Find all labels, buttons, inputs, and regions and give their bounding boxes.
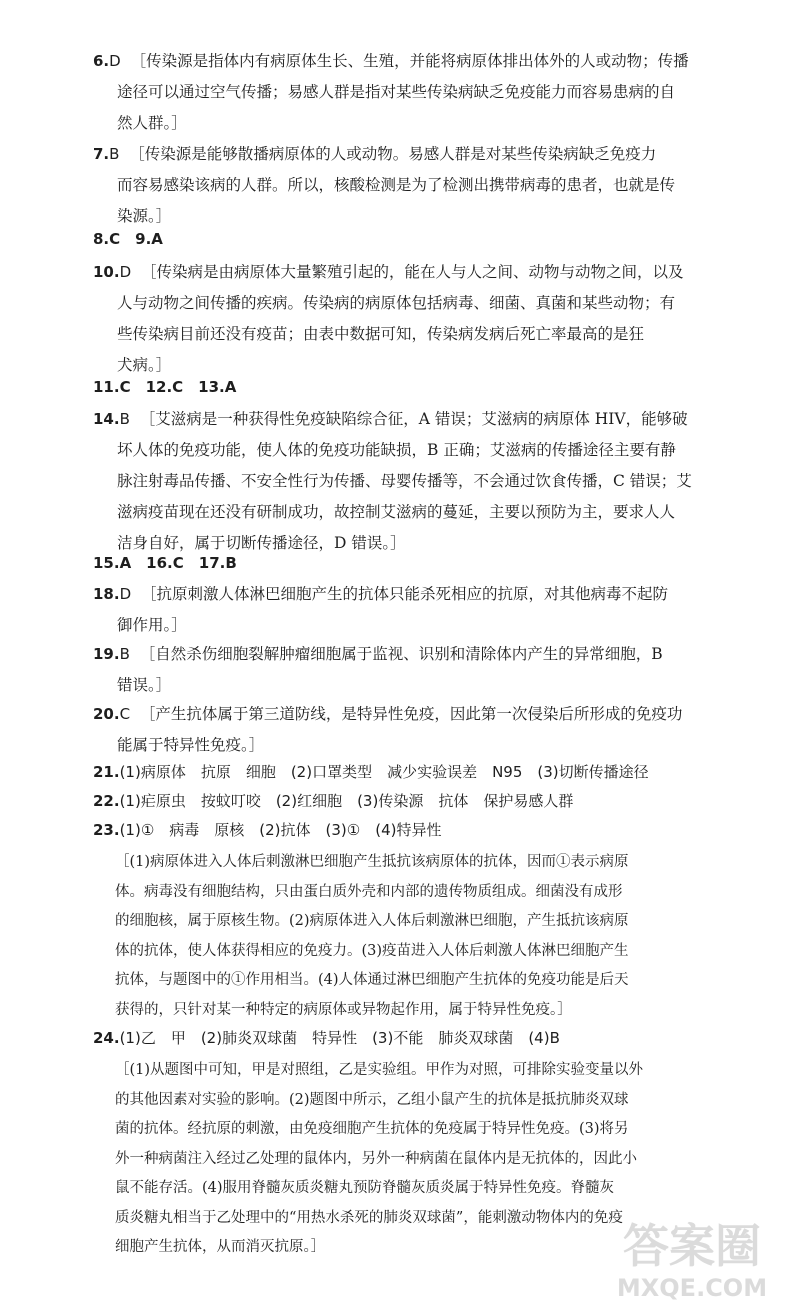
answer-entry-14	[93, 404, 757, 559]
explanation-line: 的其他因素对实验的影响。(2)题图中所示，乙组小鼠产生的抗体是抵抗肺炎双球	[115, 1091, 629, 1108]
explanation-line: 能属于特异性免疫。］	[117, 736, 265, 754]
fill-answer: (1)① 病毒 原核 (2)抗体 (3)① (4)特异性	[119, 821, 442, 839]
answer-line: 11.C 12.C 13.A	[93, 378, 237, 396]
explanation-line: 途径可以通过空气传播；易感人群是指对某些传染病缺乏免疫能力而容易患病的自	[117, 83, 676, 101]
answer-line	[93, 579, 757, 610]
explanation-line: 细胞产生抗体，从而消灭抗原。］	[115, 1239, 326, 1255]
answer-entry-20	[93, 699, 757, 761]
answer-line	[93, 815, 757, 846]
explanation-line: 然人群。］	[117, 114, 187, 132]
explanation-text: ［传染源是能够散播病原体的人或动物。易感人群是对某些传染病缺乏免疫力	[129, 145, 657, 163]
answer-line	[93, 46, 757, 77]
answer-line	[93, 404, 757, 435]
explanation-line: 坏人体的免疫功能，使人体的免疫功能缺损，B 正确；艾滋病的传播途径主要有静	[117, 441, 676, 459]
explanation-line: 体。病毒没有细胞结构，只由蛋白质外壳和内部的遗传物质组成。细菌没有成形	[115, 883, 623, 900]
watermark-logo	[592, 1204, 792, 1304]
question-number: 18.	[93, 585, 120, 603]
explanation-line: 御作用。］	[117, 616, 187, 634]
answer-entry-18	[93, 579, 757, 641]
answer-entry-23	[93, 815, 757, 1025]
explanation-text: ［艾滋病是一种获得性免疫缺陷综合征，A 错误；艾滋病的病原体 HIV，能够破	[139, 410, 688, 428]
explanation-text: ［自然杀伤细胞裂解肿瘤细胞属于监视、识别和清除体内产生的异常细胞，B	[139, 645, 663, 663]
explanation-line: ［(1)病原体进入人体后刺激淋巴细胞产生抵抗该病原体的抗体，因而①表示病原	[115, 854, 629, 870]
answer-line	[93, 757, 757, 788]
question-number: 6.	[93, 52, 110, 70]
answer-entry-22	[93, 786, 757, 817]
question-number: 7.	[93, 145, 110, 163]
explanation-text: ［产生抗体属于第三道防线，是特异性免疫，因此第一次侵染后所形成的免疫功	[139, 705, 683, 723]
choice-answer: B	[119, 410, 130, 428]
question-number: 20.	[93, 705, 120, 723]
explanation-line: 犬病。］	[117, 356, 172, 374]
question-number: 14.	[93, 410, 120, 428]
answer-line	[93, 639, 757, 670]
explanation-line: 外一种病菌注入经过乙处理的鼠体内，另外一种病菌在鼠体内是无抗体的，因此小	[115, 1150, 637, 1167]
explanation-line: 人与动物之间传播的疾病。传染病的病原体包括病毒、细菌、真菌和某些动物；有	[117, 294, 676, 312]
question-number: 24.	[93, 1029, 120, 1047]
question-number: 19.	[93, 645, 120, 663]
answer-entry-21	[93, 757, 757, 788]
explanation-line: 的细胞核，属于原核生物。(2)病原体进入人体后刺激淋巴细胞，产生抵抗该病原	[115, 913, 629, 929]
watermark-url-text: MXQE.COM	[616, 1274, 768, 1302]
choice-answer: C	[119, 705, 131, 723]
answer-line	[93, 699, 757, 730]
answer-entry-11-13	[93, 372, 757, 403]
answer-entry-8-9	[93, 224, 757, 255]
explanation-line: 获得的，只针对某一种特定的病原体或异物起作用，属于特异性免疫。］	[115, 1001, 572, 1018]
explanation-text: ［传染源是指体内有病原体生长、生殖，并能将病原体排出体外的人或动物；传播	[130, 52, 689, 70]
explanation-line: 滋病疫苗现在还没有研制成功，故控制艾滋病的蔓延，主要以预防为主，要求人人	[117, 503, 676, 521]
explanation-line: 染源。］	[117, 207, 172, 225]
explanation-line: ［(1)从题图中可知，甲是对照组，乙是实验组。甲作为对照，可排除实验变量以外	[115, 1062, 644, 1078]
question-number: 10.	[93, 263, 120, 281]
question-number: 23.	[93, 821, 120, 839]
answer-entry-10	[93, 257, 757, 381]
explanation-line: 质炎糖丸相当于乙处理中的“用热水杀死的肺炎双球菌”，能刺激动物体内的免疫	[115, 1209, 623, 1226]
fill-answer: (1)疟原虫 按蚊叮咬 (2)红细胞 (3)传染源 抗体 保护易感人群	[119, 792, 574, 810]
answer-line	[93, 786, 757, 817]
choice-answer: D	[109, 52, 121, 70]
answer-line: 8.C 9.A	[93, 230, 163, 248]
answer-line	[93, 1023, 757, 1054]
explanation-line: 体的抗体，使人体获得相应的免疫力。(3)疫苗进入人体后刺激人体淋巴细胞产生	[115, 942, 629, 959]
explanation-line: 脉注射毒品传播、不安全性行为传播、母婴传播等，不会通过饮食传播，C 错误；艾	[117, 472, 692, 490]
choice-answer: B	[119, 645, 130, 663]
question-number: 21.	[93, 763, 120, 781]
explanation-line: 错误。］	[117, 676, 172, 694]
choice-answer: D	[119, 263, 132, 281]
explanation-line: 鼠不能存活。(4)服用脊髓灰质炎糖丸预防脊髓灰质炎属于特异性免疫。脊髓灰	[115, 1180, 615, 1196]
fill-answer: (1)乙 甲 (2)肺炎双球菌 特异性 (3)不能 肺炎双球菌 (4)B	[119, 1029, 560, 1047]
explanation-text: ［传染病是由病原体大量繁殖引起的，能在人与人之间、动物与动物之间，以及	[141, 263, 684, 281]
answer-line	[93, 257, 757, 288]
choice-answer: B	[109, 145, 120, 163]
explanation-line: 菌的抗体。经抗原的刺激，由免疫细胞产生抗体的免疫属于特异性免疫。(3)将另	[115, 1121, 629, 1137]
explanation-line: 洁身自好，属于切断传播途径，D 错误。］	[117, 534, 406, 552]
explanation-line: 抗体，与题图中的①作用相当。(4)人体通过淋巴细胞产生抗体的免疫功能是后天	[115, 972, 629, 988]
answer-line	[93, 139, 757, 170]
answer-entry-15-17	[93, 548, 757, 579]
question-number: 22.	[93, 792, 120, 810]
explanation-text: ［抗原刺激人体淋巴细胞产生的抗体只能杀死相应的抗原，对其他病毒不起防	[141, 585, 669, 603]
explanation-block	[93, 848, 757, 1025]
answer-line: 15.A 16.C 17.B	[93, 554, 237, 572]
watermark-logo-text: 答案圈	[623, 1219, 761, 1273]
explanation-line: 而容易感染该病的人群。所以，核酸检测是为了检测出携带病毒的患者，也就是传	[117, 176, 676, 194]
answer-entry-6	[93, 46, 757, 139]
explanation-line: 些传染病目前还没有疫苗；由表中数据可知，传染病发病后死亡率最高的是狂	[117, 325, 645, 343]
answer-entry-19	[93, 639, 757, 701]
fill-answer: (1)病原体 抗原 细胞 (2)口罩类型 减少实验误差 N95 (3)切断传播途径	[119, 763, 649, 781]
answer-entry-7	[93, 139, 757, 232]
choice-answer: D	[119, 585, 132, 603]
